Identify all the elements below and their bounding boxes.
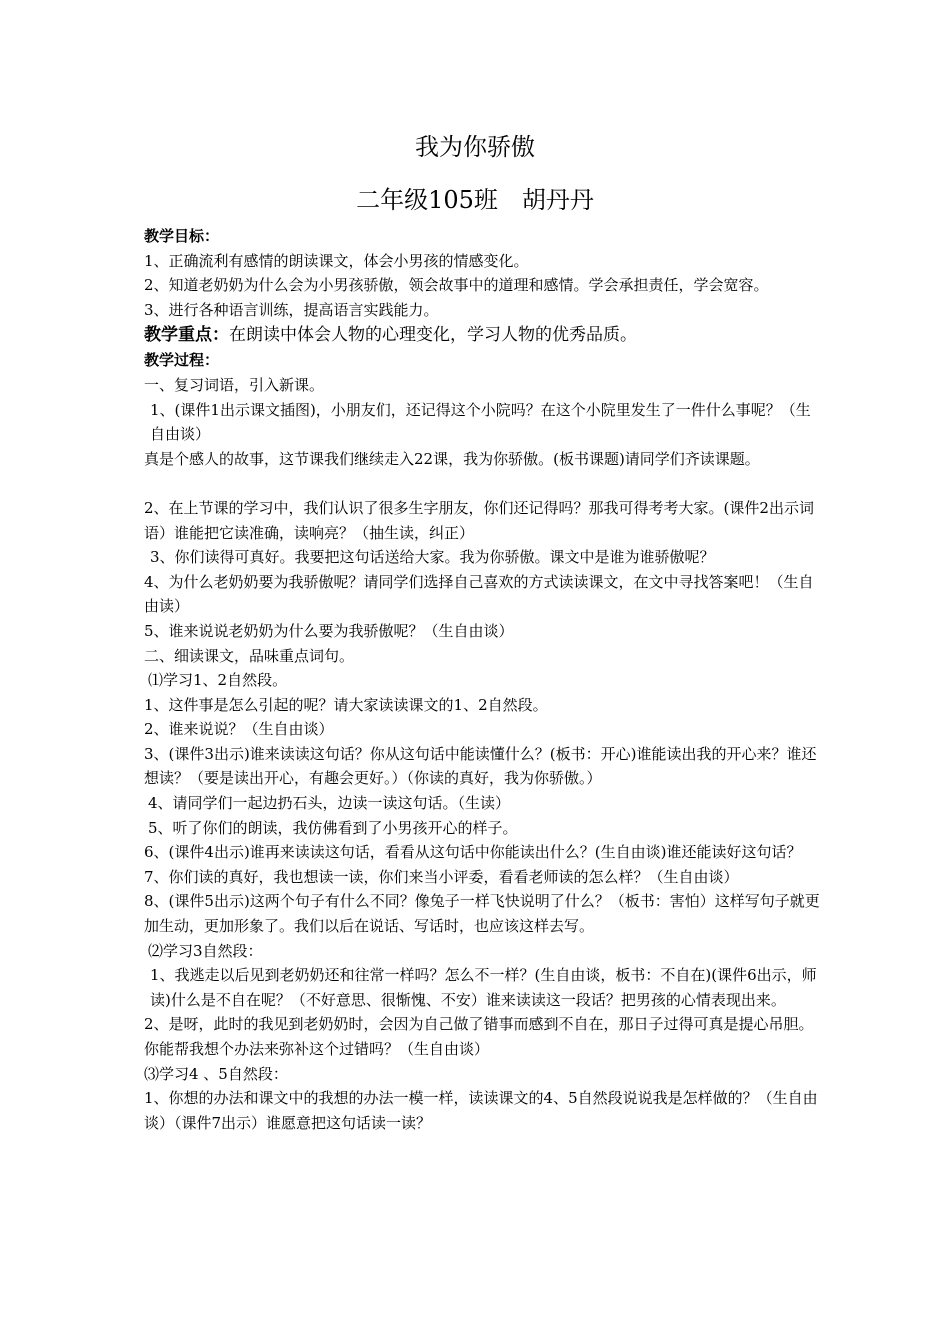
- focus-text: 在朗读中体会人物的心理变化，学习人物的优秀品质。: [229, 325, 637, 346]
- paragraph: 4、为什么老奶奶要为我骄傲呢？请同学们选择自己喜欢的方式读读课文，在文中寻找答案吧！（生自由读）: [144, 572, 814, 616]
- paragraph: 3、你们读得可真好。我要把这句话送给大家。我为你骄傲。课文中是谁为谁骄傲呢？: [150, 548, 715, 567]
- paragraph: 5、听了你们的朗读，我仿佛看到了小男孩开心的样子。: [148, 818, 518, 837]
- part1-heading: 一、复习词语，引入新课。: [144, 375, 325, 394]
- paragraph: 4、请同学们一起边扔石头，边读一读这句话。（生读）: [148, 794, 511, 813]
- paragraph: 2、在上节课的学习中，我们认识了很多生字朋友，你们还记得吗？那我可得考考大家。(课件2出示词语）谁能把它读准确，读响亮？（抽生读，纠正）: [144, 498, 814, 542]
- goal-item: 2、知道老奶奶为什么会为小男孩骄傲，领会故事中的道理和感情。学会承担责任，学会宽容。: [144, 276, 769, 295]
- document-title: 我为你骄傲: [415, 133, 535, 161]
- section-heading: ⑶学习4 、5自然段：: [144, 1064, 288, 1083]
- paragraph: 1、这件事是怎么引起的呢？请大家读读课文的1、2自然段。: [144, 695, 548, 714]
- focus-heading: 教学重点：: [144, 325, 229, 346]
- goals-heading: 教学目标：: [144, 227, 220, 245]
- goal-item: 3、进行各种语言训练，提高语言实践能力。: [144, 300, 439, 319]
- goal-item: 1、正确流利有感情的朗读课文，体会小男孩的情感变化。: [144, 251, 529, 270]
- paragraph: 1、你想的办法和课文中的我想的办法一模一样，读读课文的4、5自然段说说我是怎样做的？（生自由谈）（课件7出示）谁愿意把这句话读一读？: [144, 1089, 818, 1132]
- blank-line: [144, 471, 820, 496]
- focus-paragraph: [144, 322, 820, 348]
- paragraph: 2、谁来说说？（生自由谈）: [144, 720, 334, 739]
- paragraph: 8、(课件5出示)这两个句子有什么不同？像兔子一样飞快说明了什么？（板书：害怕）这样写句子就更加生动，更加形象了。我们以后在说话、写话时，也应该这样去写。: [144, 892, 820, 936]
- document-subtitle: 二年级105班 胡丹丹: [356, 186, 594, 214]
- process-heading: 教学过程：: [144, 351, 220, 370]
- paragraph: 6、(课件4出示)谁再来读读这句话，看看从这句话中你能读出什么？(生自由谈)谁还能读好这句话？: [144, 843, 802, 862]
- document-body: [144, 224, 820, 1135]
- paragraph: 3、(课件3出示)谁来读读这句话？你从这句话中能读懂什么？(板书：开心)谁能读出我的开心来？谁还想读？（要是读出开心，有趣会更好。）（你读的真好，我为你骄傲。）: [144, 744, 817, 788]
- paragraph: 1、(课件1出示课文插图)，小朋友们，还记得这个小院吗？在这个小院里发生了一件什么事呢？（生自由谈）: [150, 400, 811, 444]
- section-heading: ⑴学习1、2自然段。: [148, 671, 288, 690]
- part2-heading: 二、细读课文，品味重点词句。: [144, 646, 355, 665]
- section-heading: ⑵学习3自然段：: [148, 941, 263, 960]
- paragraph: 真是个感人的故事，这节课我们继续走入22课，我为你骄傲。(板书课题)请同学们齐读课题。: [144, 449, 760, 468]
- paragraph: 1、我逃走以后见到老奶奶还和往常一样吗？怎么不一样？(生自由谈，板书：不自在)(课件6出示，师读)什么是不自在呢？（不好意思、很惭愧、不安）谁来读读这一段话？把男孩的心情表现出来。: [150, 966, 817, 1009]
- paragraph: 5、谁来说说老奶奶为什么要为我骄傲呢？（生自由谈）: [144, 621, 514, 640]
- paragraph: 2、是呀，此时的我见到老奶奶时，会因为自己做了错事而感到不自在，那日子过得可真是提心吊胆。你能帮我想个办法来弥补这个过错吗？（生自由谈）: [144, 1015, 814, 1058]
- paragraph: 7、你们读的真好，我也想读一读，你们来当小评委，看看老师读的怎么样？（生自由谈）: [144, 867, 739, 886]
